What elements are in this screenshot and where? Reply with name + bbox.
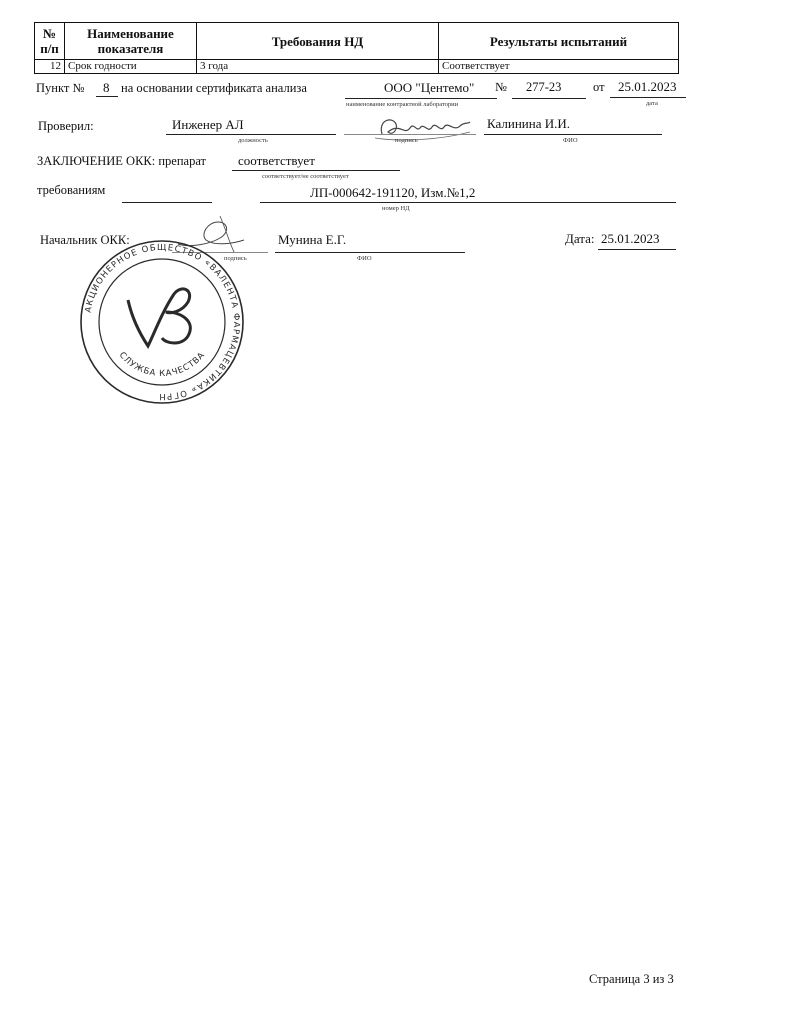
cert-number: 277-23 [526,80,562,94]
clause-basis-text: на основании сертификата анализа [121,81,307,95]
table-header-row [35,23,679,60]
name-underline [484,134,662,135]
stamp-outer-text: АКЦИОНЕРНОЕ ОБЩЕСТВО «ВАЛЕНТА ФАРМАЦЕВТИКА» ОГРН [83,242,242,402]
position-underline [166,134,336,135]
inspector-signature-line [344,134,476,135]
date-caption: дата [646,100,658,107]
conclusion-value: соответствует [238,153,315,168]
num-label: № [495,80,507,94]
results-table [34,22,679,74]
clause-number-underline [96,96,118,97]
head-date-underline [598,249,676,250]
cert-date-underline [610,97,686,98]
checked-name-caption: ФИО [563,137,578,144]
page-number: Страница 3 из 3 [589,972,674,986]
header-result: Результаты испытаний [439,23,679,60]
conclusion-label: ЗАКЛЮЧЕНИЕ ОКК: препарат [37,154,207,168]
signature-caption: подпись [395,137,418,144]
svg-text:СЛУЖБА КАЧЕСТВА [117,350,207,379]
header-name: Наименование показателя [65,23,197,60]
header-requirement: Требования НД [197,23,439,60]
head-date-label: Дата: [565,231,595,246]
nd-caption: номер НД [382,205,410,212]
cert-date: 25.01.2023 [618,79,677,94]
position-caption: должность [238,137,268,144]
head-label: Начальник ОКК: [40,233,130,247]
requirements-label: требованиям [37,183,106,197]
cell-num: 12 [35,60,65,74]
inspector-signature-image [370,112,475,142]
nd-underline [260,202,676,203]
clause-number: 8 [103,80,110,95]
cell-name: Срок годности [65,60,197,74]
header-num: № п/п [35,23,65,60]
cell-result: Соответствует [439,60,679,74]
quality-service-stamp [78,238,246,406]
nd-number: ЛП-000642-191120, Изм.№1,2 [310,185,476,200]
conclusion-caption: соответствует/не соответствует [262,173,349,180]
from-label: от [593,80,605,94]
lab-underline [345,98,497,99]
table-row [35,60,679,74]
lab-name: ООО "Центемо" [384,80,475,95]
checked-label: Проверил: [38,119,94,133]
head-date: 25.01.2023 [601,231,660,246]
cert-number-underline [512,98,586,99]
requirements-underline [122,202,212,203]
clause-prefix: Пункт № [36,81,85,95]
cell-requirement: 3 года [197,60,439,74]
head-name-caption: ФИО [357,255,372,262]
checked-name: Калинина И.И. [487,116,570,131]
checked-position: Инженер АЛ [172,117,244,132]
head-name-underline [275,252,465,253]
conclusion-underline [232,170,400,171]
stamp-inner-text: СЛУЖБА КАЧЕСТВА [116,350,208,380]
head-name: Мунина Е.Г. [278,232,347,247]
lab-caption: наименование контрактной лаборатории [346,101,459,108]
head-signature-caption: подпись [224,255,247,262]
